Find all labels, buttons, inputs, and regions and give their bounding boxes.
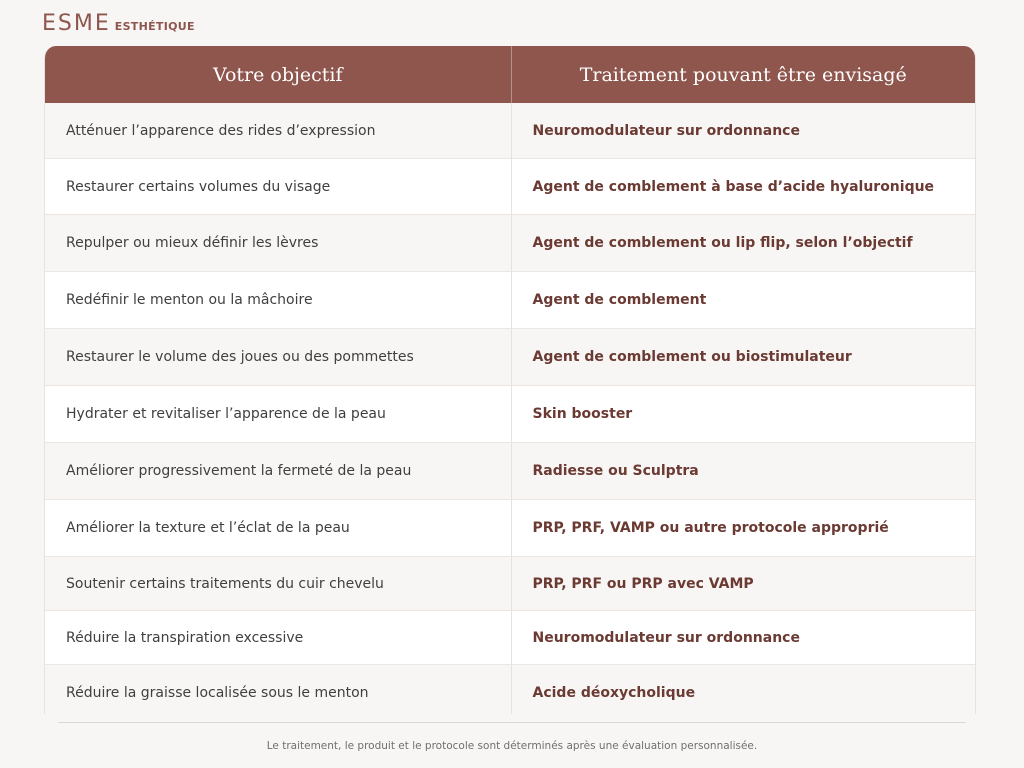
- treatment-cell: PRP, PRF ou PRP avec VAMP: [532, 575, 754, 592]
- objective-cell: Réduire la transpiration excessive: [45, 611, 512, 664]
- table-row: [45, 214, 975, 271]
- header-objective: Votre objectif: [45, 46, 512, 103]
- table-body: [45, 103, 975, 714]
- table-row: [45, 385, 975, 442]
- footer-note: Le traitement, le produit et le protocole sont déterminés après une évaluation personnalisée.: [266, 740, 758, 752]
- brand-subtitle: ESTHÉTIQUE: [114, 20, 195, 33]
- treatment-cell: Neuromodulateur sur ordonnance: [532, 122, 800, 139]
- brand-wordmark: ESME: [42, 11, 111, 36]
- footer-divider: [58, 722, 966, 723]
- table-row: [45, 442, 975, 499]
- objective-cell: Repulper ou mieux définir les lèvres: [45, 215, 512, 271]
- treatment-cell: Neuromodulateur sur ordonnance: [532, 629, 800, 646]
- treatment-cell: Agent de comblement ou biostimulateur: [532, 349, 852, 365]
- objective-cell: Soutenir certains traitements du cuir chevelu: [45, 557, 512, 610]
- table-row: [45, 328, 975, 385]
- objective-cell: Améliorer progressivement la fermeté de la peau: [45, 443, 512, 499]
- table-row: [45, 271, 975, 328]
- objective-cell: Réduire la graisse localisée sous le menton: [45, 665, 512, 714]
- objective-cell: Atténuer l’apparence des rides d’expression: [45, 103, 512, 158]
- table-row: [45, 556, 975, 610]
- table-row: [45, 103, 975, 158]
- treatment-cell: Agent de comblement: [532, 292, 707, 308]
- table-row: [45, 158, 975, 214]
- table-row: [45, 499, 975, 556]
- treatment-table: [44, 46, 976, 714]
- table-row: [45, 610, 975, 664]
- treatment-cell: Agent de comblement à base d’acide hyaluronique: [532, 178, 935, 195]
- objective-cell: Redéfinir le menton ou la mâchoire: [45, 272, 512, 328]
- objective-cell: Restaurer le volume des joues ou des pommettes: [45, 329, 512, 385]
- treatment-cell: PRP, PRF, VAMP ou autre protocole approprié: [532, 520, 889, 536]
- objective-cell: Améliorer la texture et l’éclat de la peau: [45, 500, 512, 556]
- treatment-cell: Skin booster: [532, 406, 633, 422]
- objective-cell: Restaurer certains volumes du visage: [45, 159, 512, 214]
- table-row: [45, 664, 975, 714]
- brand-logo: [42, 12, 195, 36]
- treatment-cell: Acide déoxycholique: [532, 685, 696, 701]
- table-header: [45, 46, 975, 103]
- treatment-cell: Radiesse ou Sculptra: [532, 463, 699, 479]
- treatment-cell: Agent de comblement ou lip flip, selon l’objectif: [532, 235, 913, 251]
- header-treatment: Traitement pouvant être envisagé: [579, 63, 907, 86]
- objective-cell: Hydrater et revitaliser l’apparence de la peau: [45, 386, 512, 442]
